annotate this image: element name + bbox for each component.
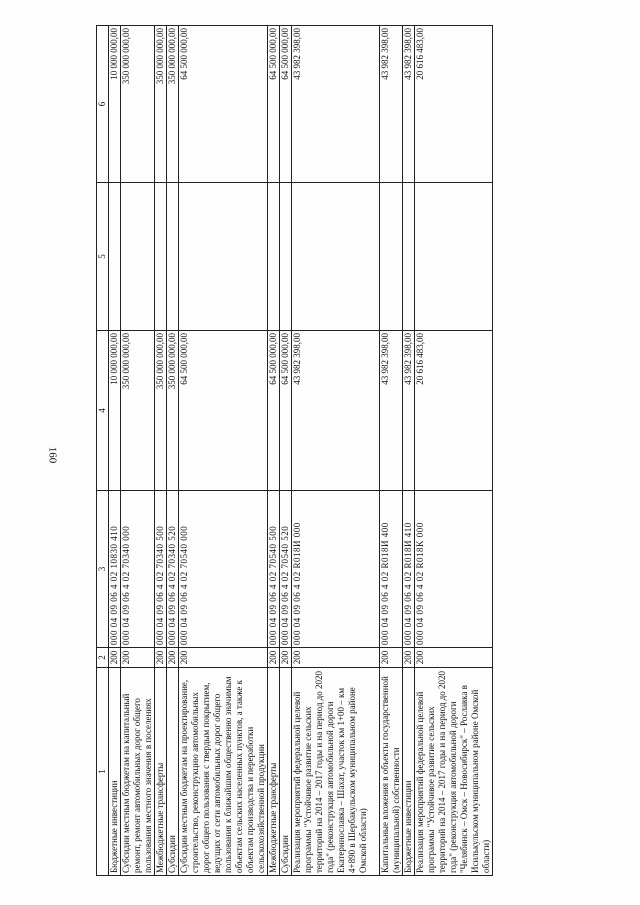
table-row [403,26,415,876]
budget-table [96,25,493,876]
row-value-5 [280,183,292,331]
header-row [97,26,109,876]
row-code: 000 04 09 06 4 02 70540 520 [280,491,292,648]
table-row [109,26,121,876]
row-value-4: 350 000 000,00 [155,331,167,491]
row-value-5 [292,183,380,331]
row-value-5 [179,183,268,331]
column-header: 4 [97,331,109,491]
column-header: 1 [97,668,109,876]
row-admin: 200 [121,648,155,668]
row-admin: 200 [179,648,268,668]
row-value-6: 43 982 398,00 [380,26,403,183]
column-header: 5 [97,183,109,331]
row-code: 000 04 09 06 4 02 R018И 410 [403,491,415,648]
row-value-5 [109,183,121,331]
row-value-4: 43 982 398,00 [380,331,403,491]
row-value-5 [155,183,167,331]
row-value-5 [121,183,155,331]
row-name: Бюджетные инвестиции [109,668,121,876]
row-value-6: 64 500 000,00 [179,26,268,183]
row-value-4: 43 982 398,00 [403,331,415,491]
row-value-4: 64 500 000,00 [280,331,292,491]
table-row [268,26,280,876]
row-name: Реализация мероприятий федеральной целевой программы "Устойчивое развитие сельских территорий на 2014 – 2017 годы и на период до 2020 года" (реконструкция автомобильной дороги Екатеринославка – Шахат, участок км 1+00 – км 4+890 в Шербакульском муниципальном районе Омской области) [292,668,380,876]
row-value-6: 64 500 000,00 [268,26,280,183]
rotated-table-container [96,26,491,876]
table-row [280,26,292,876]
row-code: 000 04 09 06 4 02 R018И 000 [292,491,380,648]
row-value-4: 43 982 398,00 [292,331,380,491]
row-code: 000 04 09 06 4 02 R018K 000 [415,491,493,648]
row-code: 000 04 09 06 4 02 10830 410 [109,491,121,648]
row-value-6: 350 000 000,00 [167,26,179,183]
row-code: 000 04 09 06 4 02 R018И 400 [380,491,403,648]
table-row [415,26,493,876]
row-admin: 200 [380,648,403,668]
table-body [109,26,493,876]
table-row [155,26,167,876]
row-value-5 [403,183,415,331]
table-row [121,26,155,876]
row-name: Субсидии местным бюджетам на проектирование, строительство, реконструкцию автомобильных дорог общего пользования с твердым покрытием, ведущих от сети автомобильных дорог общего пользования к ближайшим общественно значимым объектам сельских населенных пунктов, а также к объектам производства и переработки сельскохозяйственной продукции [179,668,268,876]
row-value-4: 350 000 000,00 [121,331,155,491]
table-row [179,26,268,876]
row-admin: 200 [167,648,179,668]
row-code: 000 04 09 06 4 02 70340 000 [121,491,155,648]
page-number: 160 [46,446,59,464]
row-code: 000 04 09 06 4 02 70340 520 [167,491,179,648]
row-value-4: 10 000 000,00 [109,331,121,491]
row-value-4: 64 500 000,00 [268,331,280,491]
row-value-5 [415,183,493,331]
row-code: 000 04 09 06 4 02 70340 500 [155,491,167,648]
row-name: Субсидии местным бюджетам на капитальный ремонт, ремонт автомобильных дорог общего пользования местного значения в поселениях [121,668,155,876]
row-value-6: 350 000 000,00 [121,26,155,183]
row-code: 000 04 09 06 4 02 70540 000 [179,491,268,648]
row-name: Субсидии [280,668,292,876]
row-admin: 200 [292,648,380,668]
row-admin: 200 [403,648,415,668]
column-header: 3 [97,491,109,648]
row-value-4: 350 000 000,00 [167,331,179,491]
row-value-6: 20 616 483,00 [415,26,493,183]
row-value-4: 64 500 000,00 [179,331,268,491]
row-name: Реализация мероприятий федеральной целевой программы "Устойчивое развитие сельских территорий на 2014 – 2017 годы и на период до 2020 года" (реконструкция автомобильной дороги "Челябинск – Омск – Новосибирск" – Рославка в Исилькульском муниципальном районе Омской области) [415,668,493,876]
row-name: Бюджетные инвестиции [403,668,415,876]
table-row [380,26,403,876]
row-value-6: 64 500 000,00 [280,26,292,183]
row-value-5 [268,183,280,331]
row-admin: 200 [280,648,292,668]
row-name: Капитальные вложения в объекты государственной (муниципальной) собственности [380,668,403,876]
row-admin: 200 [415,648,493,668]
table-row [167,26,179,876]
row-value-5 [167,183,179,331]
row-admin: 200 [109,648,121,668]
row-admin: 200 [155,648,167,668]
row-name: Межбюджетные трансферты [155,668,167,876]
row-admin: 200 [268,648,280,668]
row-value-5 [380,183,403,331]
table-row [292,26,380,876]
row-code: 000 04 09 06 4 02 70540 500 [268,491,280,648]
column-header: 2 [97,648,109,668]
row-value-6: 43 982 398,00 [292,26,380,183]
row-name: Субсидии [167,668,179,876]
row-value-6: 43 982 398,00 [403,26,415,183]
row-value-4: 20 616 483,00 [415,331,493,491]
row-name: Межбюджетные трансферты [268,668,280,876]
column-header: 6 [97,26,109,183]
row-value-6: 350 000 000,00 [155,26,167,183]
row-value-6: 10 000 000,00 [109,26,121,183]
